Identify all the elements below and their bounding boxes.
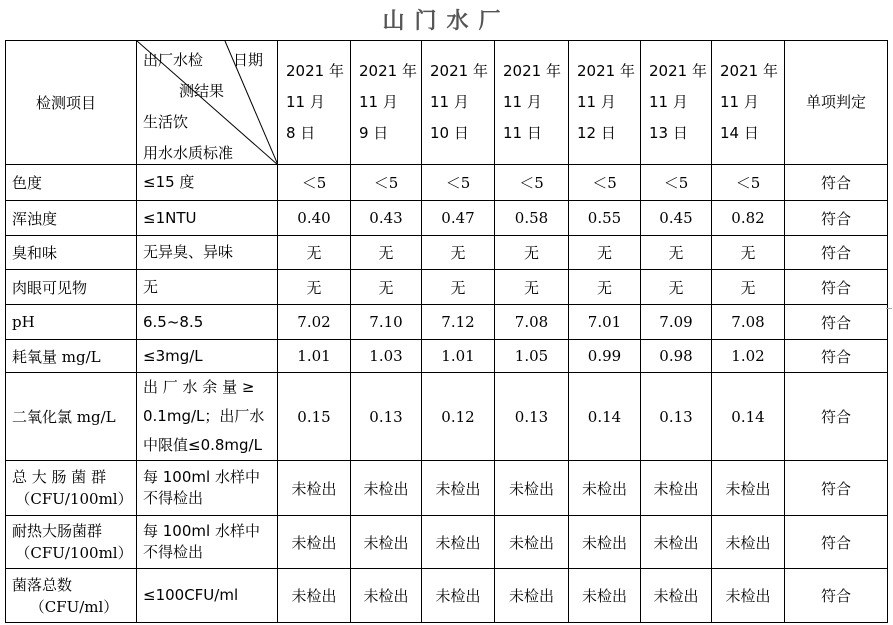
date-header-7 xyxy=(712,41,785,165)
measurement-value: 0.58 xyxy=(495,201,569,236)
judgement-result: 符合 xyxy=(785,340,888,373)
diagonal-bottom-label-1: 生活饮 xyxy=(143,113,189,131)
date-year: 2021 年 xyxy=(286,62,344,80)
measurement-value: 无 xyxy=(278,236,351,270)
test-item-cell xyxy=(6,569,137,623)
table-row xyxy=(6,516,888,569)
date-year: 2021 年 xyxy=(649,62,707,80)
standard-text: 中限值≤0.8mg/L xyxy=(143,436,262,454)
measurement-value: 无 xyxy=(495,270,569,305)
test-item-name: （CFU/100ml） xyxy=(15,490,133,508)
measurement-value: 无 xyxy=(278,270,351,305)
standard-cell xyxy=(137,340,278,373)
measurement-value: 未检出 xyxy=(569,461,641,516)
standard-cell xyxy=(137,165,278,201)
measurement-value: 无 xyxy=(351,236,422,270)
standard-text: 0.1mg/L；出厂水 xyxy=(143,407,265,425)
measurement-value: 无 xyxy=(351,270,422,305)
measurement-value: ＜5 xyxy=(278,165,351,201)
date-header-4 xyxy=(495,41,569,165)
measurement-value: 0.98 xyxy=(641,340,712,373)
measurement-value: 未检出 xyxy=(351,461,422,516)
standard-text: 6.5~8.5 xyxy=(143,312,204,331)
measurement-value: 0.45 xyxy=(641,201,712,236)
table-row xyxy=(6,569,888,623)
measurement-value: 7.12 xyxy=(422,305,495,340)
standard-text: 不得检出 xyxy=(143,489,204,507)
measurement-value: 无 xyxy=(495,236,569,270)
test-item-name: 耗氧量 mg/L xyxy=(12,347,101,366)
measurement-value: 未检出 xyxy=(712,569,785,623)
measurement-value: 0.14 xyxy=(712,373,785,461)
measurement-value: ＜5 xyxy=(422,165,495,201)
measurement-value: ＜5 xyxy=(641,165,712,201)
date-year: 2021 年 xyxy=(430,62,488,80)
header-row xyxy=(6,41,888,165)
date-month: 11 月 xyxy=(649,93,688,111)
measurement-value: 未检出 xyxy=(278,461,351,516)
measurement-value: 7.01 xyxy=(569,305,641,340)
test-item-name: 二氧化氯 mg/L xyxy=(12,408,116,426)
measurement-value: 未检出 xyxy=(422,516,495,569)
test-item-cell xyxy=(6,270,137,305)
test-item-cell xyxy=(6,305,137,340)
measurement-value: 无 xyxy=(712,270,785,305)
water-quality-table xyxy=(5,40,888,623)
standard-text: 不得检出 xyxy=(143,543,204,561)
measurement-value: 未检出 xyxy=(641,516,712,569)
measurement-value: 7.08 xyxy=(495,305,569,340)
measurement-value: 未检出 xyxy=(278,516,351,569)
judgement-result: 符合 xyxy=(785,569,888,623)
measurement-value: 1.05 xyxy=(495,340,569,373)
standard-cell xyxy=(137,201,278,236)
table-row xyxy=(6,305,888,340)
date-header-2 xyxy=(351,41,422,165)
table-row xyxy=(6,461,888,516)
table-row xyxy=(6,165,888,201)
judgement-result: 符合 xyxy=(785,305,888,340)
judgement-result: 符合 xyxy=(785,516,888,569)
measurement-value: 0.40 xyxy=(278,201,351,236)
date-month: 11 月 xyxy=(430,93,469,111)
test-item-name: （CFU/100ml） xyxy=(15,544,133,562)
measurement-value: 0.55 xyxy=(569,201,641,236)
judgement-result: 符合 xyxy=(785,373,888,461)
measurement-value: 未检出 xyxy=(641,569,712,623)
test-item-cell xyxy=(6,516,137,569)
standard-cell xyxy=(137,461,278,516)
date-header-5 xyxy=(569,41,641,165)
diagonal-bottom-label-2: 用水水质标准 xyxy=(143,144,234,162)
date-month: 11 月 xyxy=(577,93,616,111)
measurement-value: 0.43 xyxy=(351,201,422,236)
diagonal-top-right-label: 日期 xyxy=(233,51,264,69)
judgement-result: 符合 xyxy=(785,270,888,305)
measurement-value: 未检出 xyxy=(712,516,785,569)
page-title: 山门水厂 xyxy=(382,9,511,34)
measurement-value: 无 xyxy=(569,236,641,270)
measurement-value: 无 xyxy=(422,270,495,305)
judgement-result: 符合 xyxy=(785,236,888,270)
date-year: 2021 年 xyxy=(720,62,778,80)
test-item-name: 臭和味 xyxy=(12,244,58,262)
measurement-value: 7.02 xyxy=(278,305,351,340)
measurement-value: 无 xyxy=(641,270,712,305)
judgement-result: 符合 xyxy=(785,165,888,201)
measurement-value: 未检出 xyxy=(495,516,569,569)
measurement-value: 0.13 xyxy=(351,373,422,461)
date-month: 11 月 xyxy=(720,93,759,111)
table-row xyxy=(6,236,888,270)
date-day: 13 日 xyxy=(649,124,688,142)
test-item-name: 色度 xyxy=(12,174,43,192)
test-item-cell xyxy=(6,165,137,201)
table-row xyxy=(6,270,888,305)
date-header-1 xyxy=(278,41,351,165)
page-edge-mark xyxy=(886,308,892,309)
standard-cell xyxy=(137,569,278,623)
test-item-cell xyxy=(6,373,137,461)
standard-text: 无异臭、异味 xyxy=(143,243,234,261)
diagonal-middle-label: 测结果 xyxy=(179,82,225,100)
test-item-name: 总 大 肠 菌 群 xyxy=(12,468,107,486)
header-judgement-label: 单项判定 xyxy=(785,41,888,165)
measurement-value: 1.01 xyxy=(278,340,351,373)
measurement-value: 未检出 xyxy=(351,569,422,623)
date-year: 2021 年 xyxy=(577,62,635,80)
date-year: 2021 年 xyxy=(359,62,417,80)
measurement-value: 未检出 xyxy=(569,569,641,623)
measurement-value: 未检出 xyxy=(422,461,495,516)
standard-cell xyxy=(137,236,278,270)
date-day: 12 日 xyxy=(577,124,616,142)
standard-text: ≤1NTU xyxy=(143,208,197,227)
date-day: 10 日 xyxy=(430,124,469,142)
date-header-6 xyxy=(641,41,712,165)
standard-cell xyxy=(137,516,278,569)
test-item-cell xyxy=(6,201,137,236)
standard-text: 每 100ml 水样中 xyxy=(143,468,260,486)
diagonal-header-cell xyxy=(137,41,278,165)
date-header-3 xyxy=(422,41,495,165)
measurement-value: 1.03 xyxy=(351,340,422,373)
standard-text: ≤100CFU/ml xyxy=(143,586,239,604)
table-row xyxy=(6,373,888,461)
measurement-value: 未检出 xyxy=(569,516,641,569)
test-item-cell xyxy=(6,340,137,373)
measurement-value: 0.82 xyxy=(712,201,785,236)
measurement-value: ＜5 xyxy=(569,165,641,201)
date-month: 11 月 xyxy=(286,93,325,111)
measurement-value: 未检出 xyxy=(422,569,495,623)
measurement-value: ＜5 xyxy=(495,165,569,201)
judgement-result: 符合 xyxy=(785,201,888,236)
measurement-value: 7.08 xyxy=(712,305,785,340)
standard-text: ≤3mg/L xyxy=(143,346,203,365)
diagonal-top-left-label: 出厂水检 xyxy=(143,51,204,69)
date-day: 9 日 xyxy=(359,124,389,142)
measurement-value: 1.01 xyxy=(422,340,495,373)
measurement-value: 0.15 xyxy=(278,373,351,461)
test-item-cell xyxy=(6,461,137,516)
table-row xyxy=(6,340,888,373)
measurement-value: 无 xyxy=(422,236,495,270)
date-day: 8 日 xyxy=(286,124,316,142)
measurement-value: ＜5 xyxy=(712,165,785,201)
date-day: 14 日 xyxy=(720,124,759,142)
test-item-name: 浑浊度 xyxy=(12,209,58,228)
measurement-value: 0.47 xyxy=(422,201,495,236)
table-row xyxy=(6,201,888,236)
standard-text: ≤15 度 xyxy=(143,173,195,191)
measurement-value: 7.09 xyxy=(641,305,712,340)
standard-text: 出 厂 水 余 量 ≥ xyxy=(143,378,255,396)
date-month: 11 月 xyxy=(359,93,398,111)
measurement-value: 未检出 xyxy=(712,461,785,516)
measurement-value: 7.10 xyxy=(351,305,422,340)
test-item-name: 肉眼可见物 xyxy=(12,278,88,297)
judgement-result: 符合 xyxy=(785,461,888,516)
measurement-value: 0.14 xyxy=(569,373,641,461)
date-month: 11 月 xyxy=(503,93,542,111)
measurement-value: 未检出 xyxy=(495,569,569,623)
measurement-value: 未检出 xyxy=(641,461,712,516)
test-item-name: （CFU/ml） xyxy=(29,597,119,616)
measurement-value: 0.13 xyxy=(641,373,712,461)
measurement-value: ＜5 xyxy=(351,165,422,201)
measurement-value: 0.12 xyxy=(422,373,495,461)
measurement-value: 0.13 xyxy=(495,373,569,461)
standard-text: 无 xyxy=(143,277,159,296)
test-item-name: 耐热大肠菌群 xyxy=(12,522,103,540)
test-item-name: 菌落总数 xyxy=(12,575,73,594)
date-day: 11 日 xyxy=(503,124,542,142)
measurement-value: 无 xyxy=(712,236,785,270)
measurement-value: 1.02 xyxy=(712,340,785,373)
test-item-cell xyxy=(6,236,137,270)
standard-cell xyxy=(137,305,278,340)
test-item-name: pH xyxy=(12,313,35,331)
measurement-value: 无 xyxy=(569,270,641,305)
measurement-value: 未检出 xyxy=(278,569,351,623)
standard-cell xyxy=(137,373,278,461)
standard-text: 每 100ml 水样中 xyxy=(143,522,260,540)
measurement-value: 0.99 xyxy=(569,340,641,373)
measurement-value: 未检出 xyxy=(351,516,422,569)
date-year: 2021 年 xyxy=(503,62,561,80)
measurement-value: 未检出 xyxy=(495,461,569,516)
measurement-value: 无 xyxy=(641,236,712,270)
standard-cell xyxy=(137,270,278,305)
header-item-label: 检测项目 xyxy=(6,41,137,165)
